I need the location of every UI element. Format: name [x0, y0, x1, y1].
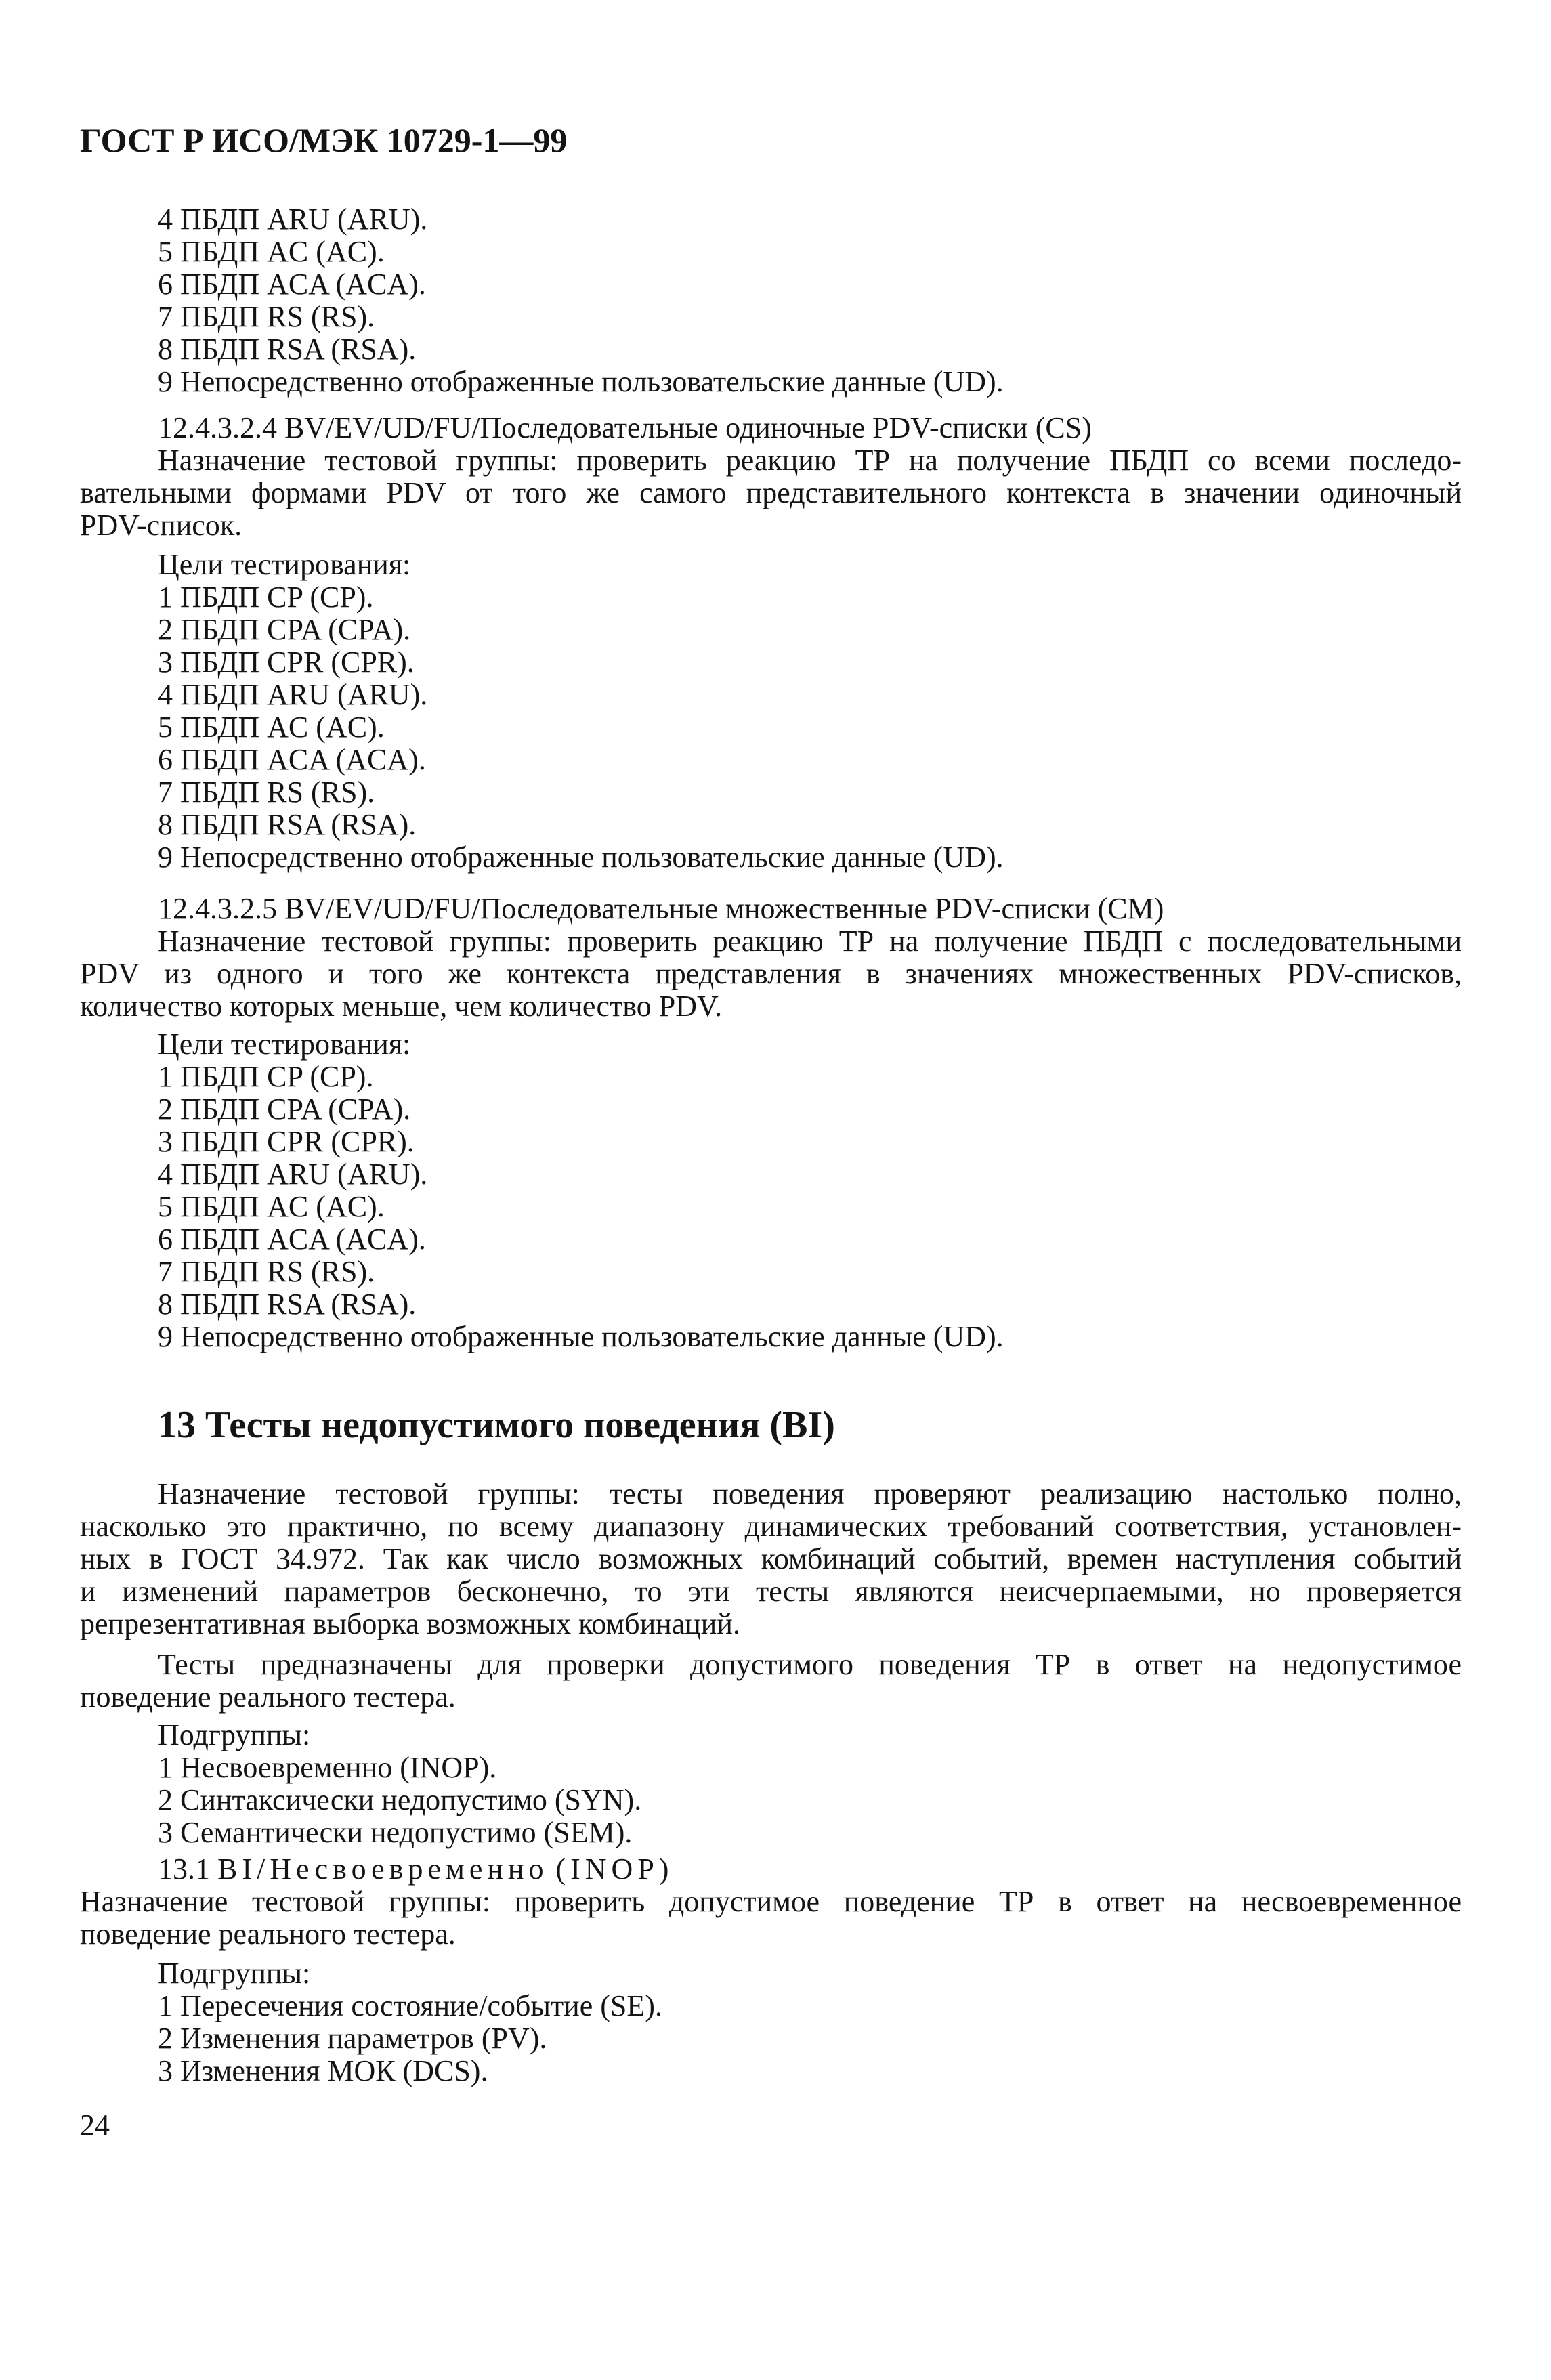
list-item: 9 Непосредственно отображенные пользовательские данные (UD). — [158, 365, 1004, 398]
section-13-paragraph-1 — [80, 1478, 1462, 1640]
section-number: 13.1 — [158, 1852, 210, 1886]
section-12-4-3-2-4-heading — [158, 412, 1462, 444]
section-code: (INOP) — [555, 1852, 674, 1886]
subgroups-label: Подгруппы: — [158, 1718, 311, 1751]
list-item: 2 ПБДП CPA (CPA). — [158, 613, 411, 646]
list-item: 7 ПБДП RS (RS). — [158, 300, 375, 333]
section-13-1-purpose — [80, 1886, 1462, 1951]
section-12-4-3-2-4-goals — [158, 549, 1462, 874]
list-item: 6 ПБДП ACA (ACA). — [158, 268, 426, 301]
paragraph-line: Назначение тестовой группы: тесты поведения проверяют реализацию настолько полно, — [158, 1478, 1462, 1510]
list-item: 5 ПБДП AC (AC). — [158, 1190, 385, 1223]
paragraph-line: поведение реального тестера. — [80, 1680, 456, 1714]
section-12-4-3-2-5-goals — [158, 1028, 1462, 1353]
paragraph-line: ных в ГОСТ 34.972. Так как число возможных комбинаций событий, времен наступления событий — [80, 1543, 1462, 1575]
list-item: 3 ПБДП CPR (CPR). — [158, 1125, 415, 1158]
list-item: 3 Семантически недопустимо (SEM). — [158, 1816, 633, 1849]
paragraph-line: PDV-список. — [80, 509, 242, 542]
list-item: 5 ПБДП AC (AC). — [158, 710, 385, 744]
section-heading: 12.4.3.2.4 BV/EV/UD/FU/Последовательные одиночные PDV-списки (CS) — [158, 411, 1092, 444]
list-item: 5 ПБДП AC (AC). — [158, 235, 385, 268]
list-item: 7 ПБДП RS (RS). — [158, 775, 375, 809]
list-item: 1 ПБДП CP (CP). — [158, 580, 374, 614]
paragraph-line: Назначение тестовой группы: проверить допустимое поведение ТР в ответ на несвоевременное — [80, 1886, 1462, 1918]
list-item: 8 ПБДП RSA (RSA). — [158, 808, 417, 841]
paragraph-line: вательными формами PDV от того же самого представительного контекста в значении одиночный — [80, 477, 1462, 509]
section-13-heading: 13 Тесты недопустимого поведения (BI) — [158, 1404, 835, 1446]
section-title: BI/Несвоевременно — [217, 1852, 549, 1886]
list-item: 9 Непосредственно отображенные пользовательские данные (UD). — [158, 841, 1004, 874]
page-number: 24 — [80, 2108, 110, 2142]
paragraph-line: насколько это практично, по всему диапазону динамических требований соответствия, установлен- — [80, 1510, 1462, 1543]
list-item: 8 ПБДП RSA (RSA). — [158, 333, 417, 366]
list-item: 9 Непосредственно отображенные пользовательские данные (UD). — [158, 1320, 1004, 1353]
section-13-1-subgroups — [158, 1957, 1462, 2087]
section-heading: 12.4.3.2.5 BV/EV/UD/FU/Последовательные множественные PDV-списки (CM) — [158, 892, 1164, 925]
list-item: 4 ПБДП ARU (ARU). — [158, 678, 428, 711]
section-13-1-heading — [158, 1853, 1462, 1886]
list-item: 2 ПБДП CPA (CPA). — [158, 1092, 411, 1126]
paragraph-line: PDV из одного и того же контекста представления в значениях множественных PDV-списков, — [80, 958, 1462, 990]
list-item: 1 Пересечения состояние/событие (SE). — [158, 1989, 662, 2022]
continued-list — [158, 203, 1462, 398]
paragraph-line: количество которых меньше, чем количество PDV. — [80, 990, 723, 1023]
section-13-paragraph-2 — [80, 1649, 1462, 1714]
paragraph-line: поведение реального тестера. — [80, 1917, 456, 1951]
goals-label: Цели тестирования: — [158, 1027, 411, 1061]
subgroups-label: Подгруппы: — [158, 1957, 311, 1990]
paragraph-line: Назначение тестовой группы: проверить реакцию ТР на получение ПБДП со всеми последо- — [158, 444, 1462, 477]
section-12-4-3-2-4-purpose — [80, 444, 1462, 542]
paragraph-line: репрезентативная выборка возможных комбинаций. — [80, 1607, 740, 1640]
list-item: 3 ПБДП CPR (CPR). — [158, 645, 415, 679]
paragraph-line: Назначение тестовой группы: проверить реакцию ТР на получение ПБДП с последовательными — [158, 925, 1462, 958]
list-item: 8 ПБДП RSA (RSA). — [158, 1288, 417, 1321]
paragraph-line: Тесты предназначены для проверки допустимого поведения ТР в ответ на недопустимое — [158, 1649, 1462, 1681]
list-item: 1 ПБДП CP (CP). — [158, 1060, 374, 1093]
goals-label: Цели тестирования: — [158, 548, 411, 581]
list-item: 6 ПБДП ACA (ACA). — [158, 743, 426, 776]
list-item: 7 ПБДП RS (RS). — [158, 1255, 375, 1288]
list-item: 6 ПБДП ACA (ACA). — [158, 1223, 426, 1256]
section-heading — [158, 1853, 1462, 1886]
document-header: ГОСТ Р ИСО/МЭК 10729-1—99 — [80, 121, 568, 159]
paragraph-line: и изменений параметров бесконечно, то эти тесты являются неисчерпаемыми, но проверяется — [80, 1575, 1462, 1608]
list-item: 4 ПБДП ARU (ARU). — [158, 203, 428, 236]
list-item: 1 Несвоевременно (INOP). — [158, 1751, 497, 1784]
section-12-4-3-2-5-purpose — [80, 925, 1462, 1023]
list-item: 2 Изменения параметров (PV). — [158, 2022, 547, 2055]
section-13-subgroups — [158, 1719, 1462, 1849]
section-12-4-3-2-5-heading — [158, 893, 1462, 925]
list-item: 2 Синтаксически недопустимо (SYN). — [158, 1783, 642, 1816]
list-item: 4 ПБДП ARU (ARU). — [158, 1157, 428, 1191]
list-item: 3 Изменения МОК (DCS). — [158, 2054, 488, 2087]
